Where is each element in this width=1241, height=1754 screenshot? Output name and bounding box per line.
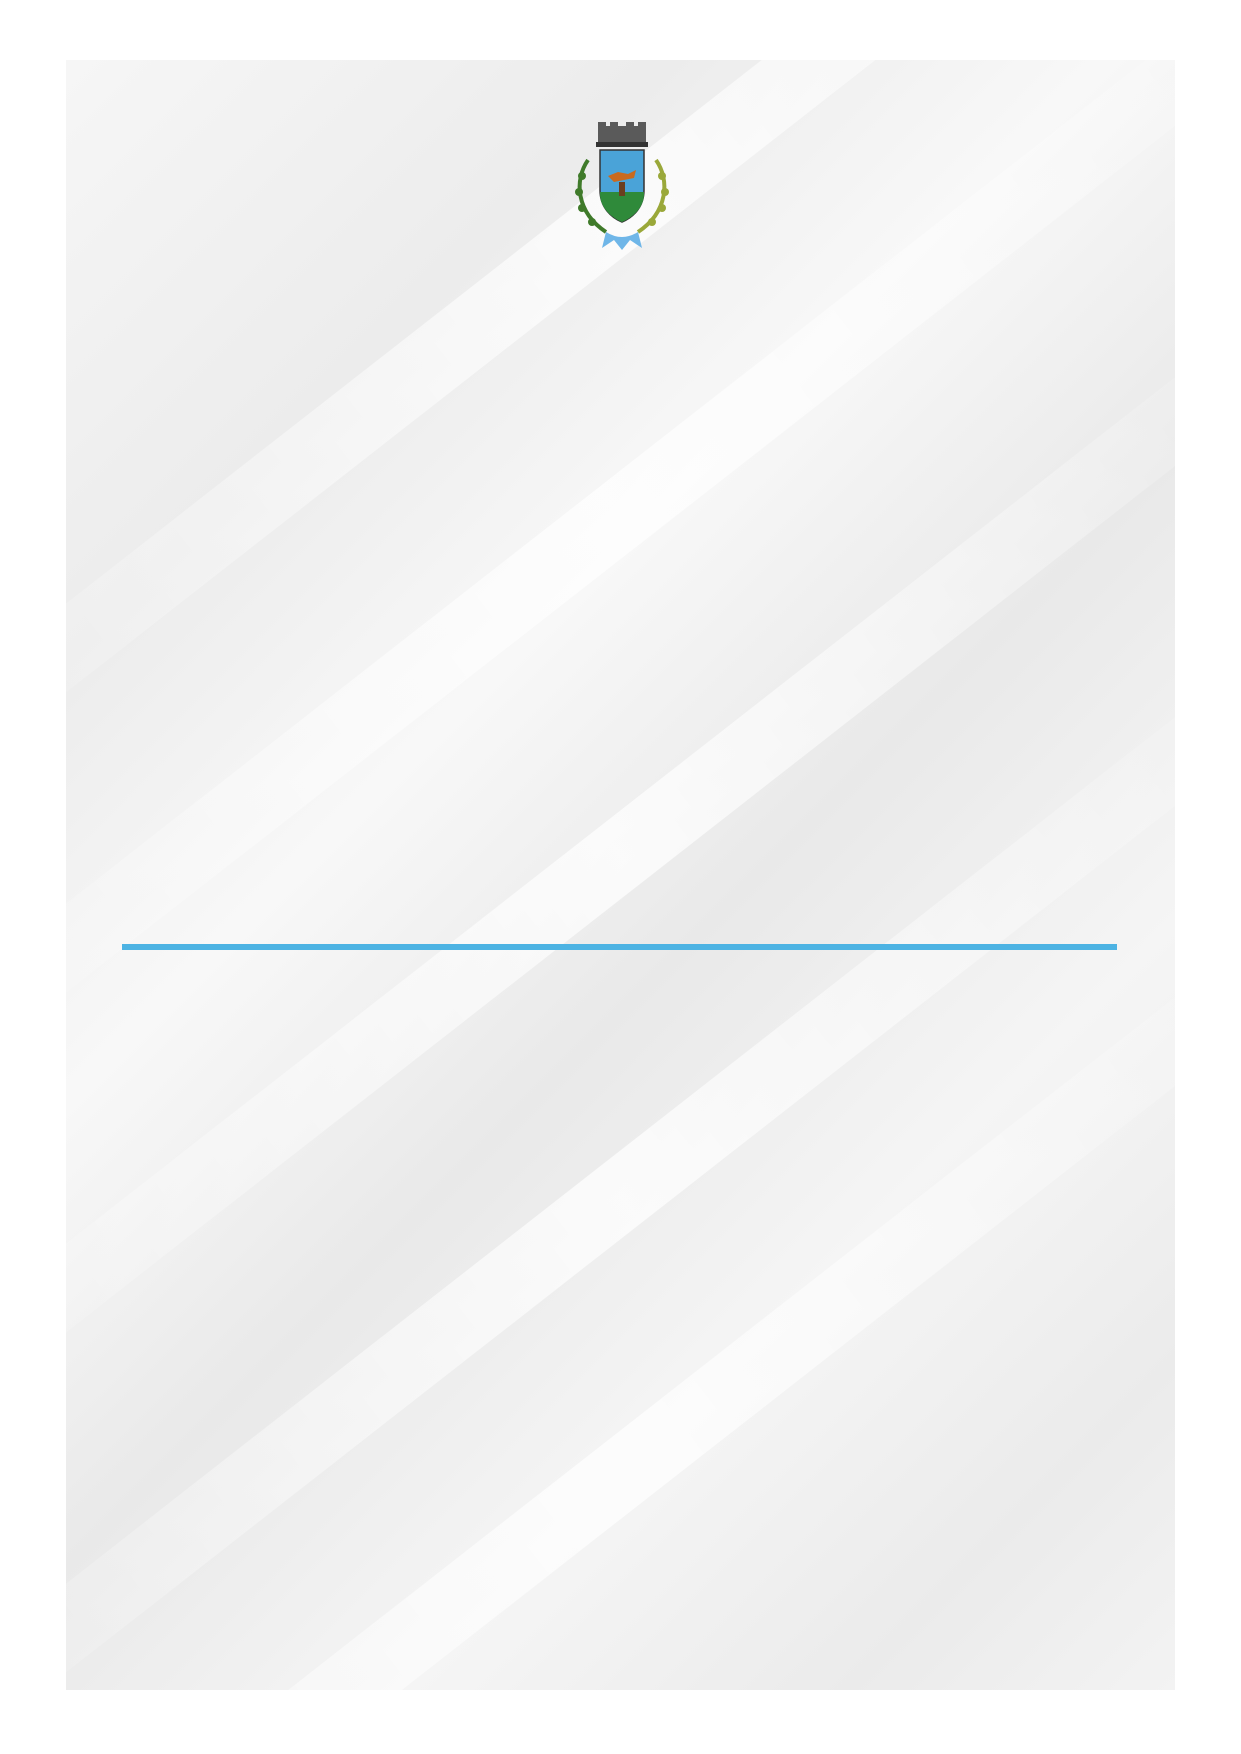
color-stripe-top [124, 539, 1118, 591]
coat-of-arms-icon [566, 120, 678, 254]
color-stripe-bottom [66, 1600, 1175, 1690]
divider-rule [122, 944, 1117, 950]
background-streak [66, 901, 1175, 1690]
crown-icon [596, 122, 648, 147]
poster-background [66, 60, 1175, 1690]
